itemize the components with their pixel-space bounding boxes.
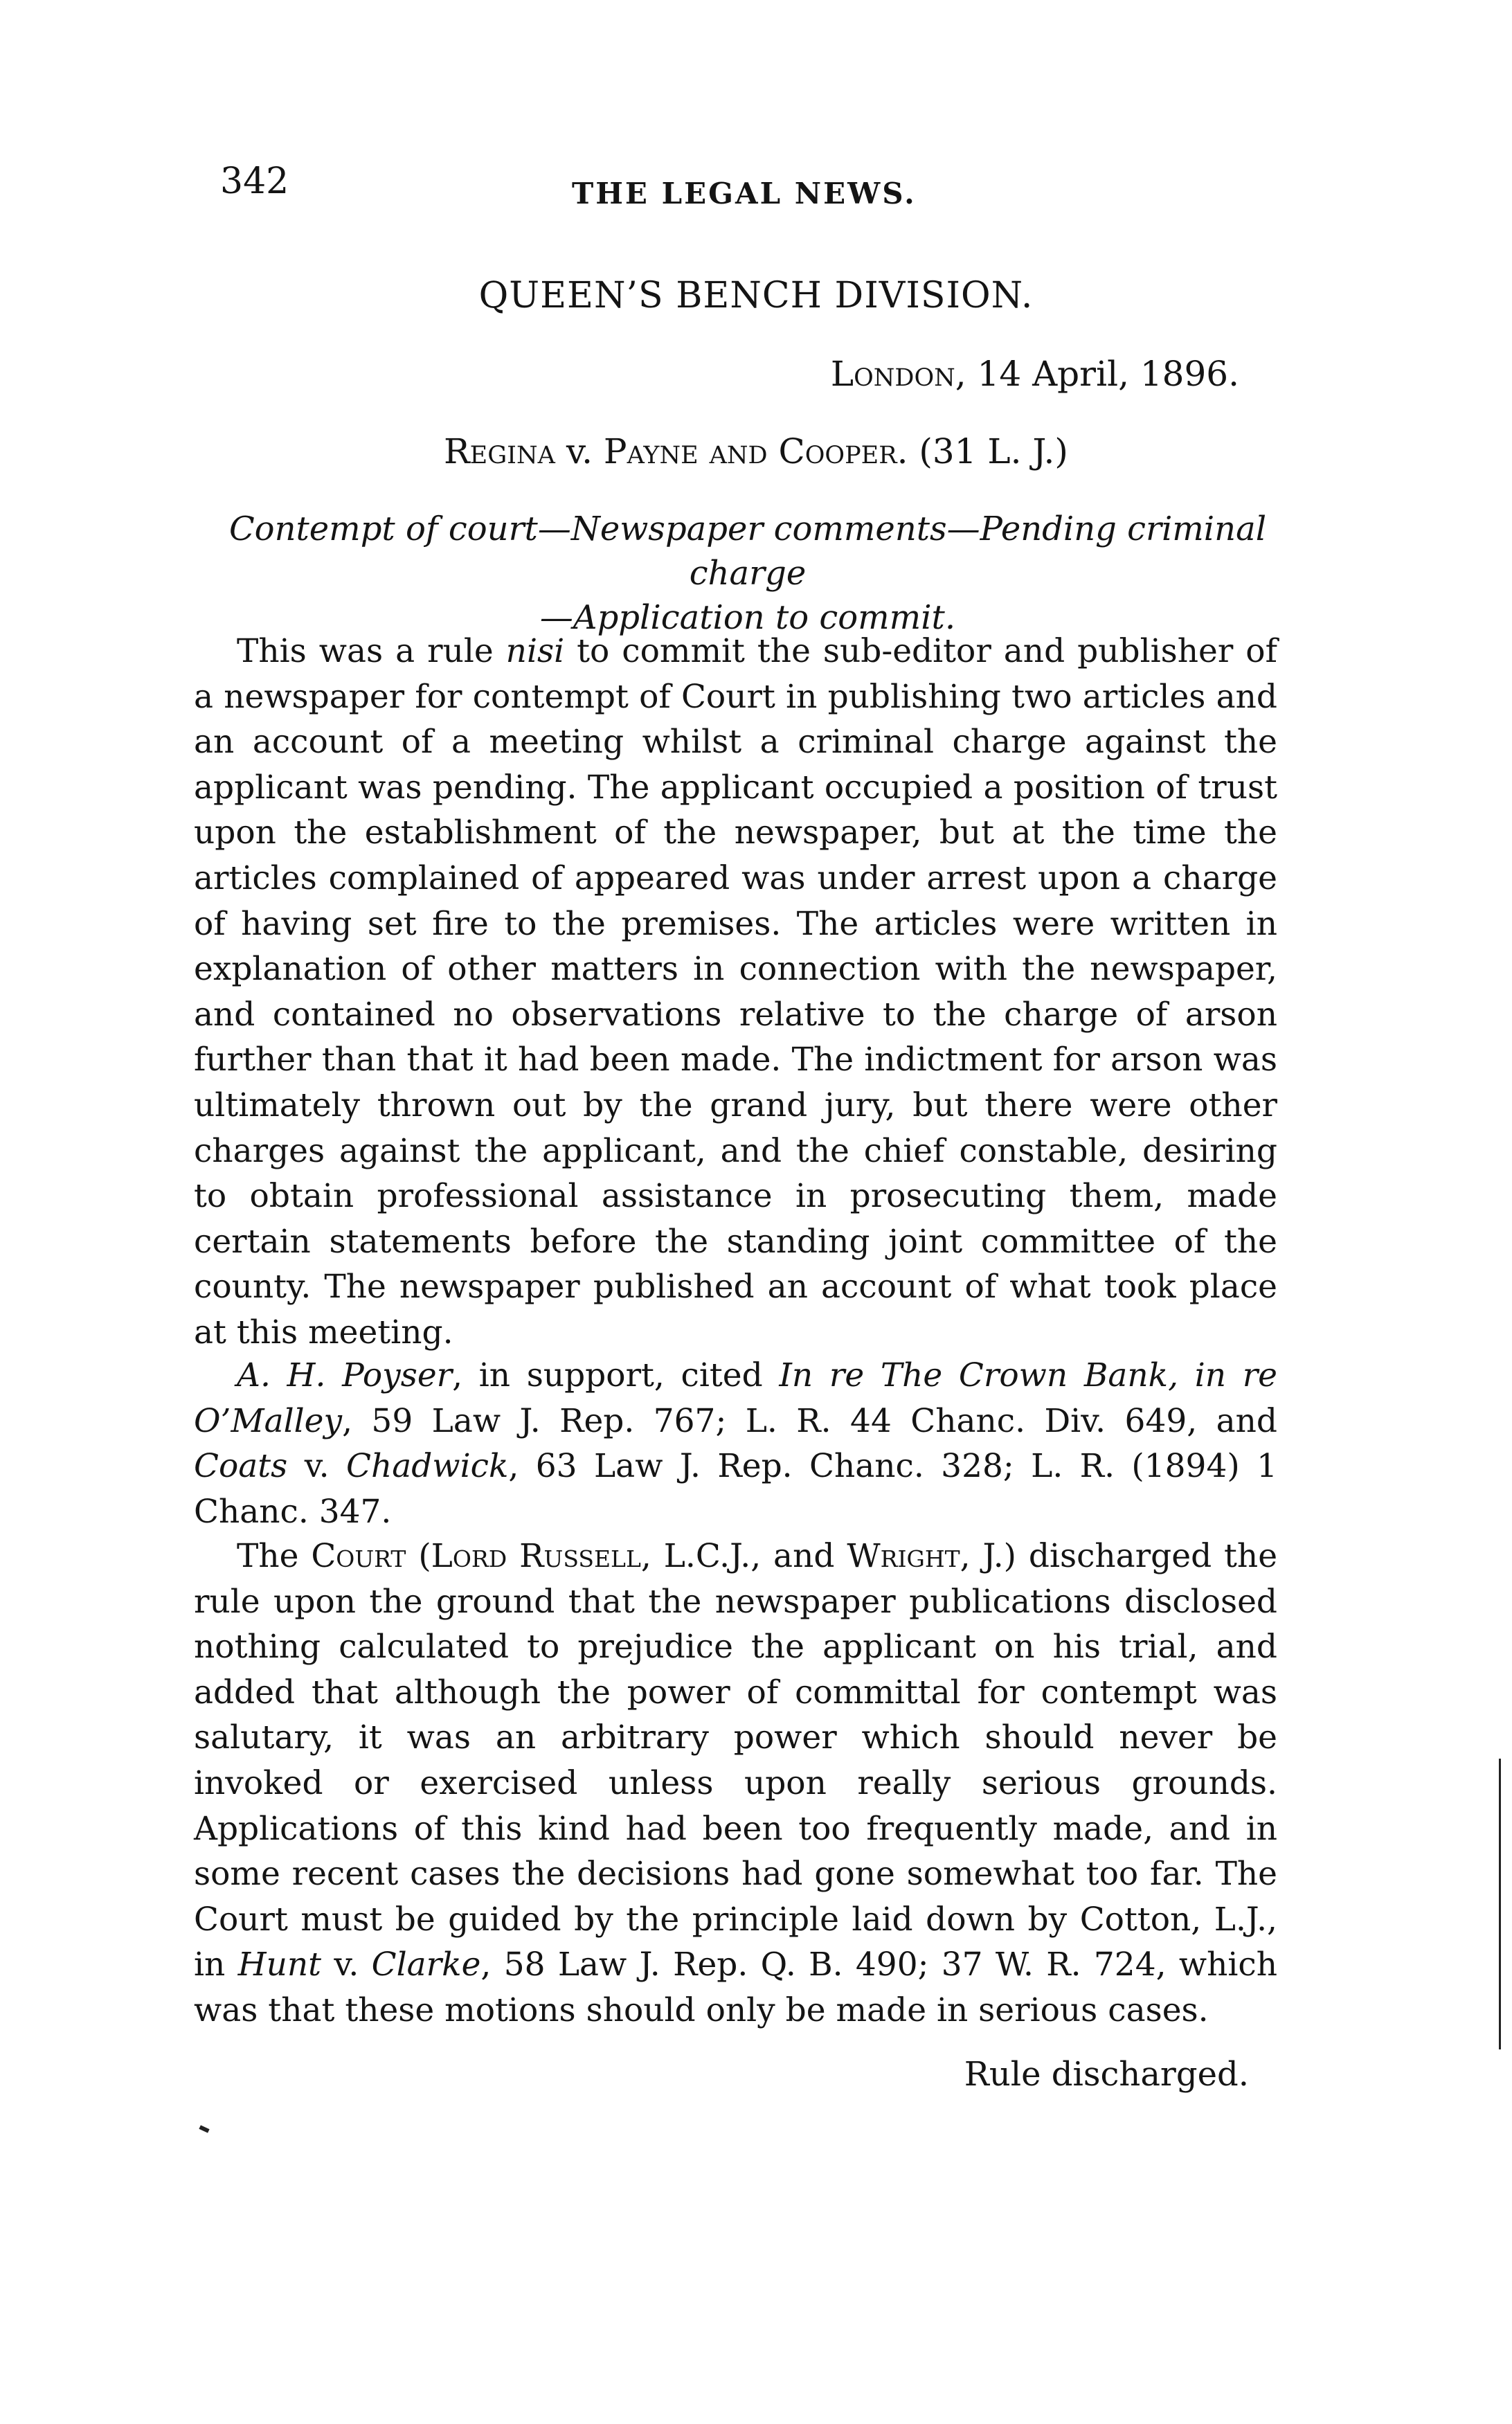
ink-speck xyxy=(199,2125,209,2133)
counsel-name: A. H. Poyser xyxy=(237,1356,453,1394)
dateline-place: London xyxy=(830,354,955,394)
p3-text-5: , 58 Law J. Rep. Q. B. 490; 37 W. R. 724, which was that these motions should only be made in serious cases. xyxy=(194,1946,1277,2029)
headnote-line-2: —Application to commit. xyxy=(539,598,956,637)
case-title xyxy=(0,431,1512,472)
page-number: 342 xyxy=(220,161,289,202)
division-heading: QUEEN’S BENCH DIVISION. xyxy=(478,275,1034,316)
cited-case-3b: Clarke xyxy=(371,1946,481,1984)
p2-versus: v. xyxy=(287,1447,347,1486)
p3-text-1: The xyxy=(237,1537,312,1575)
p2-text-2: , 59 Law J. Rep. 767; L. R. 44 Chanc. Div. 649, and xyxy=(342,1401,1277,1440)
outcome: Rule discharged. xyxy=(964,2055,1249,2094)
dateline xyxy=(831,353,1239,395)
cited-case-2b: Chadwick xyxy=(346,1447,509,1486)
dateline-date: , 14 April, 1896. xyxy=(955,354,1239,394)
p2-text-1: , in support, cited xyxy=(452,1356,780,1394)
p1-nisi: nisi xyxy=(505,632,565,670)
case-versus: v. xyxy=(555,431,604,472)
judge-2: Wright xyxy=(847,1537,960,1575)
p3-text-2: ( xyxy=(406,1537,431,1575)
case-citation: (31 L. J.) xyxy=(908,431,1068,472)
case-party-1: Regina xyxy=(444,431,555,472)
p3-versus: v. xyxy=(321,1946,372,1984)
case-party-2: Payne and Cooper xyxy=(603,431,897,472)
paragraph-facts xyxy=(194,629,1277,1356)
p1-text-1: This was a rule xyxy=(237,632,506,670)
headnote xyxy=(208,507,1288,640)
page-edge-line xyxy=(1499,1759,1501,2049)
running-title: THE LEGAL NEWS. xyxy=(572,177,917,210)
cited-case-3a: Hunt xyxy=(237,1946,322,1984)
p3-text-4: , J.) discharged the rule upon the ground that the newspaper publications disclosed nothing calculated to prejudice the applicant on his trial, and added that although the power of committal for contempt was salutary, it was an arbitrary power which should never be invoked or exercised unless upon really serious grounds. Applications of this kind had been too frequently made, and in some recent cases the decisions had gone somewhat too far. The Court must be guided by the principle laid down by Cotton, L.J., in xyxy=(194,1537,1278,1984)
cited-case-1: In re The Crown Bank, in re O’Malley xyxy=(194,1356,1277,1440)
cited-case-2a: Coats xyxy=(194,1447,288,1486)
paragraph-argument xyxy=(194,1353,1277,1534)
judge-1: Lord Russell xyxy=(431,1537,641,1575)
p2-text-3: , 63 Law J. Rep. Chanc. 328; L. R. (1894) 1 Chanc. 347. xyxy=(194,1447,1277,1531)
headnote-line-1: Contempt of court—Newspaper comments—Pending criminal charge xyxy=(228,510,1267,593)
case-title-period: . xyxy=(897,431,908,472)
court-word: Court xyxy=(311,1537,406,1575)
p3-text-3: , L.C.J., and xyxy=(640,1537,847,1575)
paragraph-judgment xyxy=(194,1534,1277,2034)
p1-text-2: to commit the sub-editor and publisher of a newspaper for contempt of Court in publishing two articles and an account of a meeting whilst a criminal charge against the applicant was pending. The applicant occupied a position of trust upon the establishment of the newspaper, but at the time the articles complained of appeared was under arrest upon a charge of having set fire to the premises. The articles were written in explanation of other matters in connection with the newspaper, and contained no observations relative to the charge of arson further than that it had been made. The indictment for arson was ultimately thrown out by the grand jury, but there were other charges against the applicant, and the chief constable, desiring to obtain professional assistance in prosecuting them, made certain statements before the standing joint committee of the county. The newspaper published an account of what took place at this meeting. xyxy=(194,632,1277,1352)
